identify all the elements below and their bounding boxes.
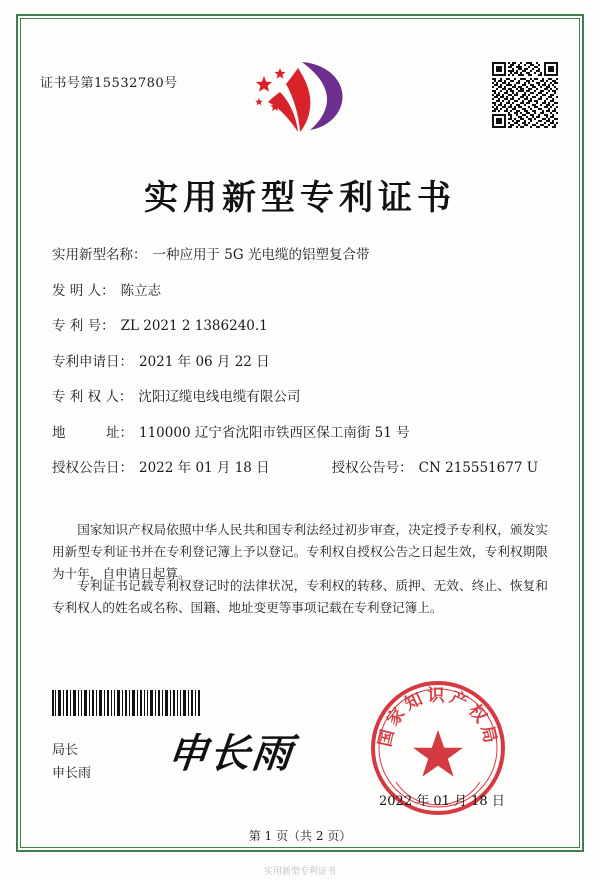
- grant-number-group: [332, 456, 538, 476]
- svg-text:国家知识产权局: 国家知识产权局: [375, 685, 501, 749]
- field-patentee: [52, 385, 552, 405]
- seal-date: 2022 年 01 月 18 日: [379, 794, 505, 809]
- field-label: 专利申请日：: [52, 353, 133, 370]
- field-utility-model-name: [52, 243, 552, 263]
- field-inventor: [52, 279, 552, 299]
- page-indicator: 第 1 页（共 2 页）: [248, 829, 352, 843]
- page-title: 实用新型专利证书: [144, 178, 456, 218]
- handwritten-signature: 申长雨: [165, 730, 297, 777]
- field-label: 发 明 人：: [52, 282, 115, 299]
- field-value: 2021 年 06 月 22 日: [139, 353, 270, 370]
- field-patent-number: [52, 314, 552, 334]
- signature-title-block: [52, 740, 91, 786]
- field-grant-row: [52, 456, 552, 476]
- below-page-note: 实用新型专利证书: [263, 867, 336, 877]
- field-list: [52, 243, 552, 492]
- field-value: 沈阳辽缆电线电缆有限公司: [138, 389, 301, 405]
- cnipa-logo-icon: [250, 58, 350, 136]
- director-title: 局长: [52, 743, 79, 758]
- grant-date-value: 2022 年 01 月 18 日: [139, 460, 270, 476]
- certificate-number: 证书号第15532780号: [40, 76, 178, 91]
- field-application-date: [52, 350, 552, 370]
- field-value: ZL 2021 2 1386240.1: [120, 318, 268, 334]
- field-address: [52, 421, 552, 441]
- paragraph-legal-2: 专利证书记载专利权登记时的法律状况，专利权的转移、质押、无效、终止、恢复和专利权人的姓名或名称、国籍、地址变更等事项记载在专利登记簿上。: [52, 578, 548, 616]
- field-label: 实用新型名称：: [52, 247, 147, 263]
- field-label: 专 利 权 人：: [52, 389, 133, 405]
- paragraph-legal-1: 国家知识产权局依照中华人民共和国专利法经过初步审查，决定授予专利权，颁发实用新型专利证书并在专利登记簿上予以登记。专利权自授权公告之日起生效，专利权期限为十年，自申请日起算。: [52, 522, 548, 582]
- field-label: 专 利 号：: [52, 318, 115, 334]
- field-value: 陈立志: [120, 282, 162, 299]
- director-name: 申长雨: [52, 765, 92, 781]
- grant-number-label: 授权公告号：: [331, 460, 413, 476]
- grant-date-label: 授权公告日：: [52, 460, 133, 476]
- grant-number-value: CN 215551677 U: [418, 460, 539, 476]
- barcode: [52, 690, 200, 716]
- field-value: 110000 辽宁省沈阳市铁西区保工南街 51 号: [139, 424, 410, 441]
- field-label: 地 址：: [52, 424, 133, 441]
- qr-code: [492, 62, 558, 128]
- field-value: 一种应用于 5G 光电缆的铝塑复合带: [152, 247, 370, 263]
